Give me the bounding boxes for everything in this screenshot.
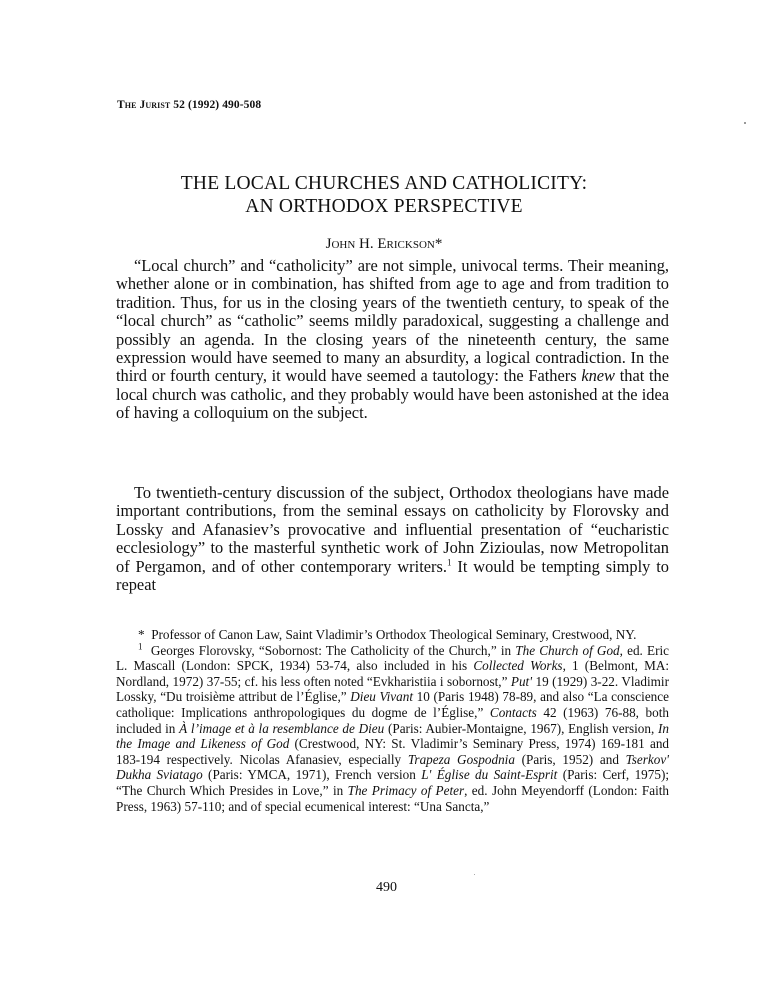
citation-text: 42 (1963) 76-88, both included in <box>116 704 670 736</box>
citation-text: , ed. John Meyendorff (London: Faith Press, 1963) 57-110; and of special ecumenical interest: “Una Sancta,” <box>116 782 670 814</box>
citation-title: Put' <box>510 673 533 689</box>
title-line-1: THE LOCAL CHURCHES AND CATHOLICITY: <box>180 173 588 194</box>
paragraph-text: It would be tempting simply to repeat <box>116 556 669 595</box>
footnote-reference[interactable]: 1 <box>446 557 452 568</box>
paragraph-text: “Local church” and “catholicity” are not simple, univocal terms. Their meaning, whether alone or in combination, has shifted from age to age and from tradition to tradition. Thus, for us in the closing years of the twentieth century, to speak of the “local church” as “catholic” seems mildly paradoxical, suggesting a challenge and possibly an agenda. In the closing years of the nineteenth century, the same expression would have seemed to many an absurdity, a logical contradiction. In the third or fourth century, it would have seemed a tautology: the Fathers <box>116 256 669 386</box>
citation-text: (Crestwood, NY: St. Vladimir’s Seminary Press, 1974) 169-181 and 183-194 respectively. Nicolas Afanasiev, especially <box>116 736 670 767</box>
page-number: 490 <box>376 880 397 895</box>
citation-text: Georges Florovsky, “Sobornost: The Catholicity of the Church,” in <box>150 642 516 658</box>
citation-title: Contacts <box>489 704 537 720</box>
footnote-1 <box>116 643 669 815</box>
citation-title: Dieu Vivant <box>350 689 414 705</box>
footnote-marker: 1 <box>138 641 143 652</box>
citation-title: À l’image et à la resemblance de Dieu <box>179 720 385 736</box>
author-name: John H. Erickson <box>325 236 435 252</box>
citation-title: The Primacy of Peter <box>347 782 465 798</box>
author-byline <box>100 236 668 253</box>
citation-title: The Church of God <box>515 642 620 658</box>
emphasis-knew: knew <box>581 366 615 386</box>
running-header <box>117 99 261 111</box>
citation-title: In the Image and Likeness of God <box>116 720 669 752</box>
paragraph-text: To twentieth-century discussion of the subject, Orthodox theologians have made important contributions, from the seminal essays on catholicity by Florovsky and Lossky and Afanasiev’s provocative and influential presentation of “eucharistic ecclesiology” to the masterful synthetic work of John Zizioulas, now Metropolitan of Pergamon, and of other contemporary writers. <box>116 483 669 576</box>
scan-speck <box>474 874 475 875</box>
footnote-author <box>116 627 669 643</box>
author-marker: * <box>434 236 443 252</box>
paragraph-2 <box>116 484 669 594</box>
footnote-text: Professor of Canon Law, Saint Vladimir’s Orthodox Theological Seminary, Crestwood, NY. <box>151 627 637 642</box>
footnote-text <box>116 643 669 814</box>
citation-text: (Paris: Cerf, 1975); “The Church Which Presides in Love,” in <box>116 767 670 798</box>
journal-citation: 52 (1992) 490-508 <box>173 99 262 111</box>
paragraph-text: that the local church was catholic, and they probably would have been astonished at the idea of having a colloquium on the subject. <box>116 366 669 423</box>
paragraph-1 <box>116 257 669 423</box>
citation-text: (Paris, 1952) and <box>514 751 626 767</box>
footnotes <box>116 627 669 814</box>
citation-text: , ed. Eric L. Mascall (London: SPCK, 1934) 53-74, also included in his <box>116 642 669 674</box>
citation-text: (Paris: Aubier-Montaigne, 1967), English version, <box>384 720 658 736</box>
citation-title: Collected Works <box>473 658 563 674</box>
title-line-2: AN ORTHODOX PERSPECTIVE <box>245 196 523 217</box>
article-title <box>100 172 668 218</box>
citation-text: 19 (1929) 3-22. Vladimir Lossky, “Du troisième attribut de l’Église,” <box>116 673 669 705</box>
citation-text: (Paris: YMCA, 1971), French version <box>202 767 422 783</box>
citation-text: , 1 (Belmont, MA: Nordland, 1972) 37-55; cf. his less often noted “Evkharistiia i sobornost,” <box>116 658 670 689</box>
citation-title: Trapeza Gospodnia <box>407 751 515 767</box>
footnote-marker: * <box>138 627 145 642</box>
scan-speck <box>744 122 746 124</box>
citation-text: 10 (Paris 1948) 78-89, and also “La conscience catholique: Implications anthropologiques du dogme de l’Église,” <box>116 689 669 720</box>
citation-title: L' Église du Saint-Esprit <box>421 767 558 783</box>
journal-name: The Jurist <box>117 99 171 111</box>
citation-title: Tserkov' Dukha Sviatago <box>116 751 670 783</box>
